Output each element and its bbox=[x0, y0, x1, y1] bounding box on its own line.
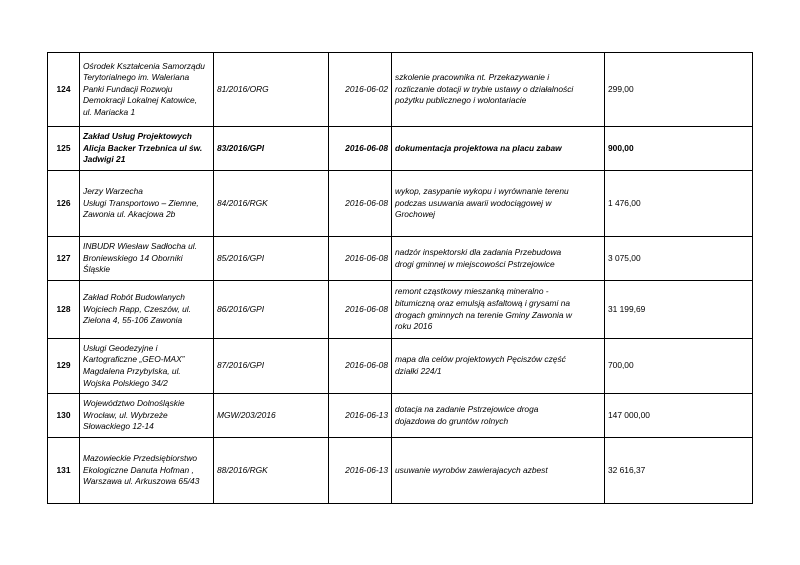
description-line: podczas usuwania awarii wodociągowej w bbox=[395, 197, 552, 208]
contractor-line: Panki Fundacji Rozwoju bbox=[83, 83, 173, 94]
amount-cell: 31 199,69 bbox=[605, 281, 753, 339]
payments-register-table bbox=[47, 52, 753, 504]
contractor-line: Zakład Usług Projektowych bbox=[83, 131, 192, 142]
date-cell: 2016-06-13 bbox=[329, 394, 392, 438]
description-line: działki 224/1 bbox=[395, 366, 442, 376]
contractor-line: Ośrodek Kształcenia Samorządu bbox=[83, 60, 205, 71]
table-row bbox=[48, 394, 753, 438]
description-line: rozliczanie dotacji w trybie ustawy o działalności bbox=[395, 83, 574, 94]
row-number: 130 bbox=[48, 394, 80, 438]
description-line: remont cząstkowy mieszanką mineralno - bbox=[395, 286, 549, 297]
description-cell bbox=[392, 394, 605, 438]
date-cell: 2016-06-13 bbox=[329, 438, 392, 504]
contractor-line: Demokracji Lokalnej Katowice, bbox=[83, 95, 198, 106]
contractor-line: Województwo Dolnośląskie bbox=[83, 398, 185, 409]
contractor-line: Usługi Geodezyjne i bbox=[83, 342, 158, 353]
description-cell bbox=[392, 237, 605, 281]
description-line: Grochowej bbox=[395, 209, 436, 220]
amount-cell: 1 476,00 bbox=[605, 171, 753, 237]
row-number: 129 bbox=[48, 339, 80, 394]
amount-cell: 299,00 bbox=[605, 53, 753, 127]
reference-number: 85/2016/GPI bbox=[214, 237, 329, 281]
contractor-cell bbox=[80, 339, 214, 394]
date-cell: 2016-06-08 bbox=[329, 127, 392, 171]
amount-cell: 3 075,00 bbox=[605, 237, 753, 281]
reference-number: 81/2016/ORG bbox=[214, 53, 329, 127]
description-cell bbox=[392, 127, 605, 171]
amount-cell: 32 616,37 bbox=[605, 438, 753, 504]
description-line: dojazdowa do gruntów rolnych bbox=[395, 415, 509, 426]
date-cell: 2016-06-08 bbox=[329, 339, 392, 394]
row-number: 125 bbox=[48, 127, 80, 171]
contractor-cell bbox=[80, 127, 214, 171]
date-cell: 2016-06-02 bbox=[329, 53, 392, 127]
description-line: dokumentacja projektowa na placu zabaw bbox=[395, 142, 562, 153]
date-cell: 2016-06-08 bbox=[329, 281, 392, 339]
contractor-cell bbox=[80, 237, 214, 281]
description-cell bbox=[392, 438, 605, 504]
contractor-line: Zielona 4, 55-106 Zawonia bbox=[83, 315, 183, 326]
reference-number: MGW/203/2016 bbox=[214, 394, 329, 438]
contractor-line: Ekologiczne Danuta Hofman , bbox=[83, 464, 194, 475]
contractor-line: Wojska Polskiego 34/2 bbox=[83, 377, 168, 388]
contractor-line: Alicja Backer Trzebnica ul św. bbox=[83, 142, 203, 153]
description-line: pożytku publicznego i wolontariacie bbox=[395, 95, 527, 106]
amount-cell: 147 000,00 bbox=[605, 394, 753, 438]
contractor-line: Mazowieckie Przedsiębiorstwo bbox=[83, 453, 198, 464]
contractor-cell bbox=[80, 394, 214, 438]
date-cell: 2016-06-08 bbox=[329, 237, 392, 281]
row-number: 124 bbox=[48, 53, 80, 127]
row-number: 127 bbox=[48, 237, 80, 281]
contractor-cell bbox=[80, 281, 214, 339]
description-line: dotacja na zadanie Pstrzejowice droga bbox=[395, 403, 539, 414]
amount-cell: 700,00 bbox=[605, 339, 753, 394]
table-row bbox=[48, 237, 753, 281]
contractor-line: Wojciech Rapp, Czeszów, ul. bbox=[83, 303, 191, 314]
contractor-line: ul. Mariacka 1 bbox=[83, 106, 136, 117]
row-number: 131 bbox=[48, 438, 80, 504]
reference-number: 87/2016/GPI bbox=[214, 339, 329, 394]
contractor-line: Usługi Transportowo – Ziemne, bbox=[83, 197, 199, 208]
description-cell bbox=[392, 281, 605, 339]
contractor-cell bbox=[80, 438, 214, 504]
reference-number: 88/2016/RGK bbox=[214, 438, 329, 504]
reference-number: 83/2016/GPI bbox=[214, 127, 329, 171]
contractor-line: Zakład Robót Budowlanych bbox=[83, 292, 185, 303]
contractor-line: Słowackiego 12-14 bbox=[83, 421, 154, 432]
table-row bbox=[48, 127, 753, 171]
description-line: bitumiczną oraz emulsją asfaltową i grysami na bbox=[395, 297, 571, 308]
description-line: szkolenie pracownika nt. Przekazywanie i bbox=[395, 72, 550, 83]
table-row bbox=[48, 53, 753, 127]
contractor-line: Wrocław, ul. Wybrzeże bbox=[83, 409, 168, 420]
contractor-line: Zawonia ul. Akacjowa 2b bbox=[83, 209, 176, 220]
table-row bbox=[48, 281, 753, 339]
description-line: drogi gminnej w miejscowości Pstrzejowice bbox=[395, 258, 555, 269]
date-cell: 2016-06-08 bbox=[329, 171, 392, 237]
description-line: usuwanie wyrobów zawierajacych azbest bbox=[395, 464, 548, 475]
reference-number: 86/2016/GPI bbox=[214, 281, 329, 339]
row-number: 126 bbox=[48, 171, 80, 237]
contractor-cell bbox=[80, 53, 214, 127]
description-line: nadzór inspektorski dla zadania Przebudowa bbox=[395, 246, 562, 257]
contractor-line: INBUDR Wiesław Sadłocha ul. bbox=[83, 241, 197, 252]
table-row bbox=[48, 438, 753, 504]
description-line: mapa dla celów projektowych Pęciszów część bbox=[395, 354, 566, 365]
description-line: drogach gminnych na terenie Gminy Zawonia w bbox=[395, 309, 572, 320]
contractor-line: Terytorialnego im. Waleriana bbox=[83, 72, 190, 83]
contractor-line: Warszawa ul. Arkuszowa 65/43 bbox=[83, 476, 200, 487]
contractor-line: Jerzy Warzecha bbox=[83, 186, 143, 197]
contractor-line: Jadwigi 21 bbox=[83, 154, 126, 165]
row-number: 128 bbox=[48, 281, 80, 339]
contractor-line: Magdalena Przybylska, ul. bbox=[83, 366, 181, 376]
description-line: wykop, zasypanie wykopu i wyrównanie terenu bbox=[395, 186, 569, 197]
contractor-line: Kartograficzne „GEO-MAX” bbox=[83, 354, 185, 365]
description-cell bbox=[392, 339, 605, 394]
contractor-cell bbox=[80, 171, 214, 237]
contractor-line: Broniewskiego 14 Oborniki bbox=[83, 252, 183, 263]
description-cell bbox=[392, 53, 605, 127]
table-row bbox=[48, 171, 753, 237]
table-body bbox=[48, 53, 753, 504]
description-cell bbox=[392, 171, 605, 237]
description-line: roku 2016 bbox=[395, 321, 433, 332]
amount-cell: 900,00 bbox=[605, 127, 753, 171]
reference-number: 84/2016/RGK bbox=[214, 171, 329, 237]
table-row bbox=[48, 339, 753, 394]
contractor-line: Śląskie bbox=[83, 264, 110, 275]
